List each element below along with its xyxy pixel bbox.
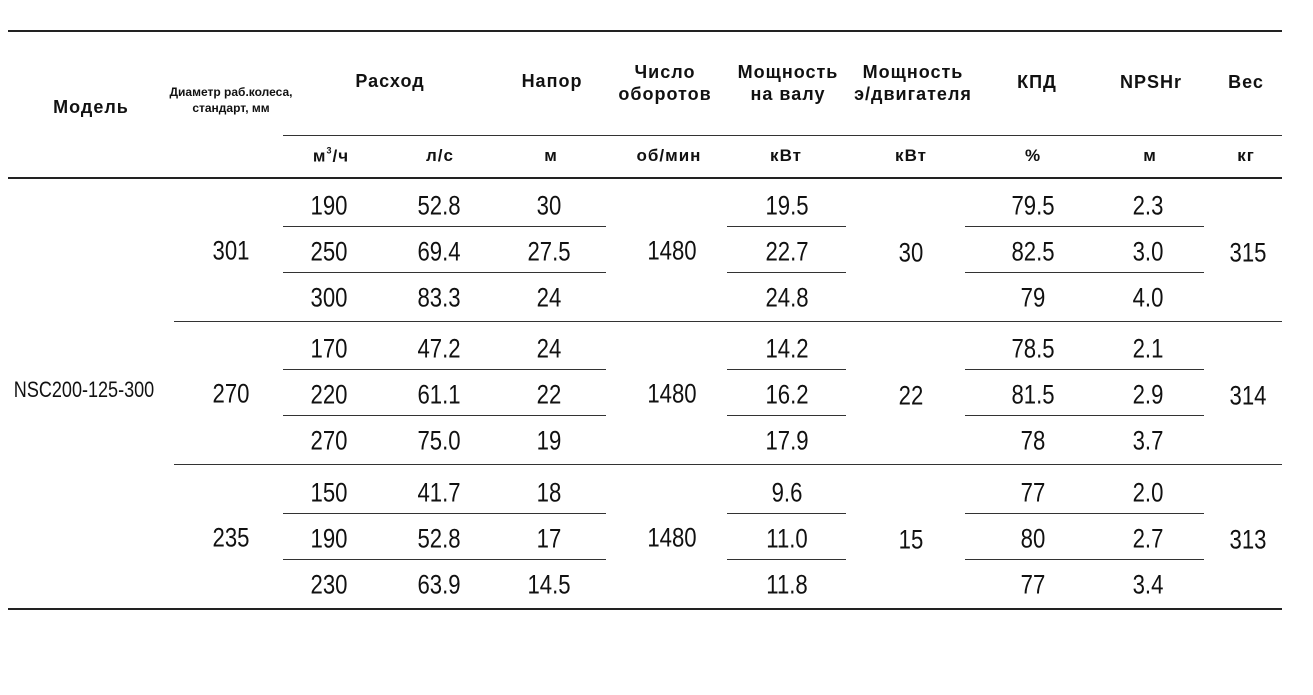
q-ls-cell: 41.7	[417, 477, 461, 508]
efficiency-cell: 77	[1020, 569, 1046, 600]
unit-npshr: м	[1143, 146, 1157, 165]
head-cell: 24	[536, 333, 562, 364]
speed-cell: 1480	[647, 378, 697, 409]
head-cell: 22	[536, 379, 562, 410]
header-efficiency: КПД	[1017, 72, 1057, 92]
motor-power-cell: 15	[898, 524, 924, 555]
header-model: Модель	[53, 97, 129, 117]
unit-efficiency: %	[1024, 146, 1042, 165]
row-separator	[283, 559, 606, 560]
head-cell: 24	[536, 282, 562, 313]
row-separator	[965, 369, 1204, 370]
unit-speed: об/мин	[636, 146, 702, 165]
row-separator	[727, 272, 846, 273]
row-separator	[965, 559, 1204, 560]
row-separator	[727, 226, 846, 227]
row-separator	[965, 415, 1204, 416]
shaft-power-cell: 11.8	[766, 569, 808, 600]
shaft-power-cell: 16.2	[765, 379, 809, 410]
motor-power-cell: 22	[898, 380, 924, 411]
npshr-cell: 4.0	[1132, 282, 1164, 313]
header-diameter	[170, 84, 293, 116]
efficiency-cell: 78	[1020, 425, 1046, 456]
shaft-power-cell: 11.0	[766, 523, 808, 554]
npshr-cell: 3.0	[1132, 236, 1164, 267]
npshr-cell: 2.0	[1132, 477, 1164, 508]
efficiency-cell: 78.5	[1011, 333, 1055, 364]
header-motor-power-line1: Мощность	[862, 62, 964, 82]
row-separator	[965, 513, 1204, 514]
q-ls-cell: 83.3	[417, 282, 461, 313]
shaft-power-cell: 22.7	[765, 236, 809, 267]
row-separator	[283, 226, 606, 227]
row-separator	[727, 559, 846, 560]
header-shaft-power	[738, 61, 839, 105]
header-weight: Вес	[1228, 72, 1264, 92]
shaft-power-cell: 19.5	[765, 190, 809, 221]
q-ls-cell: 75.0	[417, 425, 461, 456]
unit-flow-m3h-base: м	[312, 146, 327, 166]
unit-flow-ls: л/с	[426, 146, 454, 165]
row-separator	[283, 415, 606, 416]
efficiency-cell: 80	[1020, 523, 1046, 554]
q-ls-cell: 69.4	[417, 236, 461, 267]
header-motor-power-line2: э/двигателя	[854, 84, 972, 104]
motor-power-cell: 30	[898, 237, 924, 268]
row-separator	[965, 226, 1204, 227]
header-motor-power	[854, 61, 972, 105]
q-m3h-cell: 170	[310, 333, 348, 364]
table-bottom-rule	[8, 608, 1282, 610]
diameter-cell: 301	[212, 235, 250, 266]
speed-cell: 1480	[647, 522, 697, 553]
npshr-cell: 2.9	[1132, 379, 1164, 410]
npshr-cell: 2.7	[1132, 523, 1164, 554]
row-separator	[283, 513, 606, 514]
units-divider	[283, 135, 1282, 136]
shaft-power-cell: 17.9	[765, 425, 809, 456]
shaft-power-cell: 9.6	[771, 477, 803, 508]
shaft-power-cell: 24.8	[765, 282, 809, 313]
unit-flow-m3h-sup: 3	[326, 145, 333, 156]
q-ls-cell: 61.1	[417, 379, 461, 410]
unit-flow-m3h-tail: /ч	[332, 146, 350, 166]
npshr-cell: 3.4	[1132, 569, 1164, 600]
q-m3h-cell: 230	[310, 569, 348, 600]
q-m3h-cell: 190	[310, 190, 348, 221]
group-divider-2	[174, 464, 1282, 465]
q-m3h-cell: 190	[310, 523, 348, 554]
q-ls-cell: 52.8	[417, 190, 461, 221]
header-diameter-line1: Диаметр раб.колеса,	[169, 85, 293, 99]
header-flow: Расход	[355, 71, 425, 91]
unit-weight: кг	[1237, 146, 1255, 165]
shaft-power-cell: 14.2	[765, 333, 809, 364]
table-top-rule	[8, 30, 1282, 32]
head-cell: 30	[536, 190, 562, 221]
row-separator	[283, 272, 606, 273]
q-ls-cell: 47.2	[417, 333, 461, 364]
speed-cell: 1480	[647, 235, 697, 266]
efficiency-cell: 82.5	[1011, 236, 1055, 267]
weight-cell: 313	[1229, 524, 1267, 555]
model-name: NSC200-125-300	[13, 377, 155, 402]
row-separator	[727, 369, 846, 370]
header-speed-line2: оборотов	[618, 84, 712, 104]
weight-cell: 314	[1229, 380, 1267, 411]
q-m3h-cell: 270	[310, 425, 348, 456]
header-diameter-line2: стандарт, мм	[192, 101, 270, 115]
unit-shaft-power: кВт	[770, 146, 802, 165]
q-m3h-cell: 150	[310, 477, 348, 508]
q-m3h-cell: 250	[310, 236, 348, 267]
diameter-cell: 235	[212, 522, 250, 553]
header-head: Напор	[521, 71, 583, 91]
header-bottom-rule	[8, 177, 1282, 179]
header-shaft-power-line1: Мощность	[737, 62, 839, 82]
efficiency-cell: 79	[1020, 282, 1046, 313]
head-cell: 18	[536, 477, 562, 508]
group-divider-1	[174, 321, 1282, 322]
efficiency-cell: 81.5	[1011, 379, 1055, 410]
npshr-cell: 3.7	[1132, 425, 1164, 456]
row-separator	[283, 369, 606, 370]
unit-motor-power: кВт	[895, 146, 927, 165]
efficiency-cell: 79.5	[1011, 190, 1055, 221]
npshr-cell: 2.1	[1132, 333, 1164, 364]
unit-head: м	[544, 146, 558, 165]
header-speed-line1: Число	[634, 62, 696, 82]
head-cell: 14.5	[527, 569, 571, 600]
head-cell: 27.5	[527, 236, 571, 267]
q-m3h-cell: 300	[310, 282, 348, 313]
q-ls-cell: 52.8	[417, 523, 461, 554]
head-cell: 17	[536, 523, 562, 554]
header-shaft-power-line2: на валу	[750, 84, 826, 104]
row-separator	[727, 415, 846, 416]
npshr-cell: 2.3	[1132, 190, 1164, 221]
unit-flow-m3h	[313, 146, 349, 167]
row-separator	[727, 513, 846, 514]
row-separator	[965, 272, 1204, 273]
head-cell: 19	[536, 425, 562, 456]
header-npshr: NPSHr	[1119, 72, 1183, 92]
q-ls-cell: 63.9	[417, 569, 461, 600]
header-speed	[618, 61, 711, 105]
q-m3h-cell: 220	[310, 379, 348, 410]
diameter-cell: 270	[212, 378, 250, 409]
efficiency-cell: 77	[1020, 477, 1046, 508]
weight-cell: 315	[1229, 237, 1267, 268]
